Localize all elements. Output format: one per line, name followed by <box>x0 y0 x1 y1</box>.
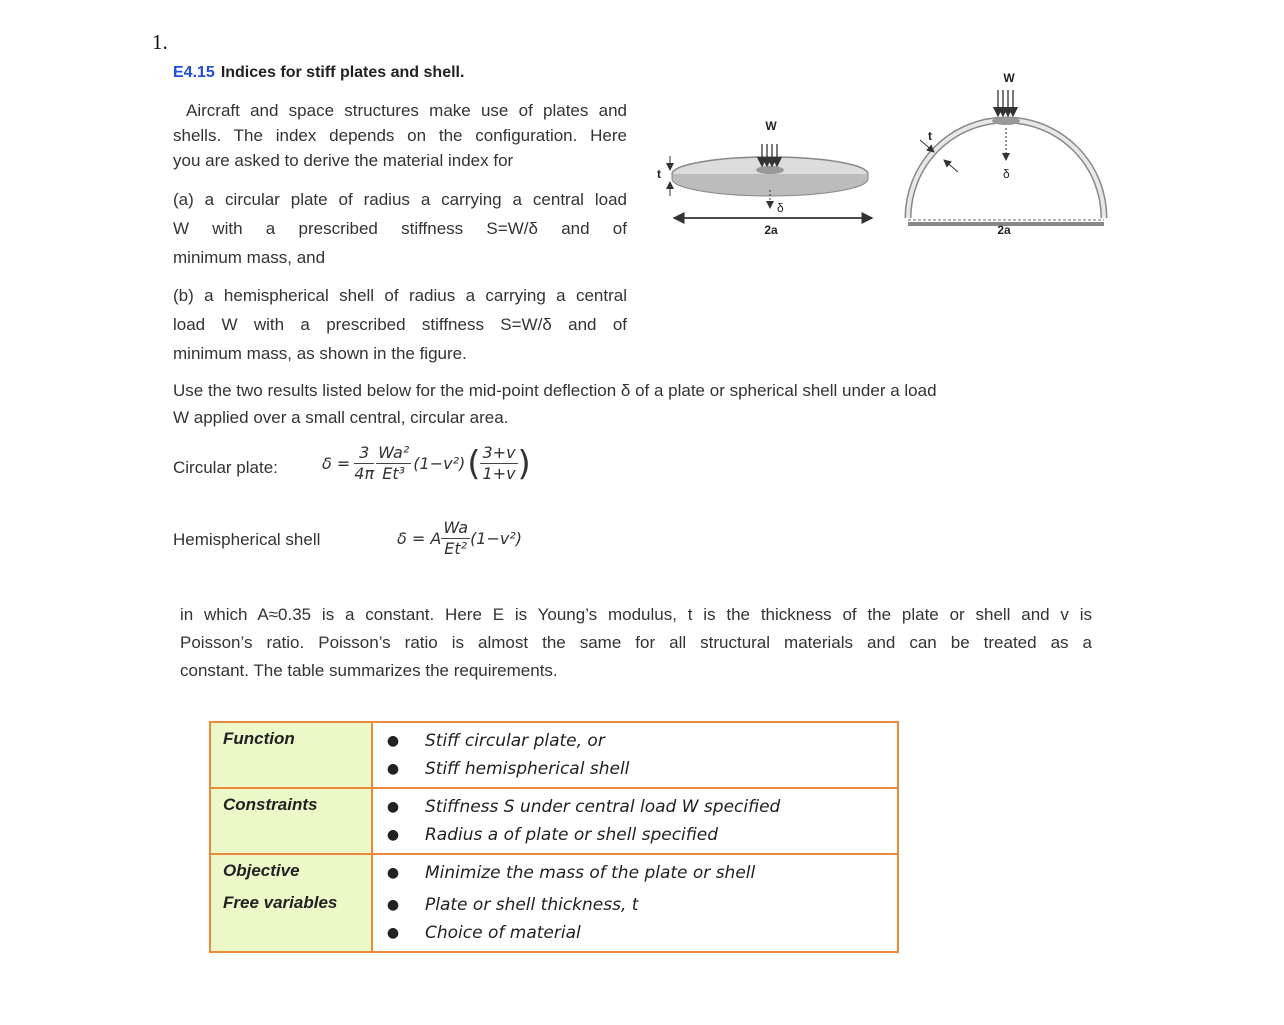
intro-line: Aircraft and space structures make use of plates and <box>186 101 627 120</box>
table-item <box>373 859 897 887</box>
table-item-text: Radius a of plate or shell specified <box>425 825 718 845</box>
table-item <box>373 793 897 821</box>
plate-equation-lhs: δ = <box>322 454 351 473</box>
table-label-objective: Objective <box>210 854 372 891</box>
table-label-free-variables: Free variables <box>210 891 372 952</box>
part-a-line: minimum mass, and <box>173 248 326 267</box>
bullet-icon: ● <box>386 865 400 881</box>
table-item-text: Stiffness S under central load W specified <box>425 797 781 817</box>
shell-deflection-label: δ <box>1003 167 1010 181</box>
bullet-icon: ● <box>386 925 400 941</box>
shell-poisson-term: (1−v²) <box>470 529 523 548</box>
plate-span-label: 2a <box>764 223 778 237</box>
shell-thickness-arrow-in <box>944 160 958 172</box>
shell-span-label: 2a <box>997 223 1011 237</box>
shell-fraction-num: Wa <box>443 518 469 537</box>
table-item-text: Minimize the mass of the plate or shell <box>425 863 756 883</box>
plate-poisson-term: (1−v²) <box>413 454 466 473</box>
explanation-line: Poisson’s ratio. Poisson’s ratio is almost the same for all structural materials and can be treated as a <box>180 633 1092 652</box>
shell-thickness-label: t <box>928 129 932 143</box>
plate-paren-close: ) <box>517 443 531 484</box>
table-row-constraints <box>210 788 898 854</box>
question-number: 1. <box>152 30 168 54</box>
plate-paren-open: ( <box>467 443 481 484</box>
plate-load-label: W <box>765 119 777 133</box>
table-row-free-variables <box>210 891 898 952</box>
table-row-function <box>210 722 898 788</box>
shell-equation <box>397 518 522 559</box>
bullet-icon: ● <box>386 827 400 843</box>
plate-deflection-label: δ <box>777 201 784 215</box>
problem-code: E4.15 <box>173 64 215 81</box>
explanation-line: in which A≈0.35 is a constant. Here E is Young’s modulus, t is the thickness of the plate or shell and v is <box>180 605 1092 624</box>
plate-load-patch <box>756 166 784 174</box>
explanation-line: constant. The table summarizes the requirements. <box>180 661 558 680</box>
hemispherical-shell-diagram <box>908 71 1104 237</box>
table-row-objective <box>210 854 898 891</box>
shell-fraction <box>441 518 470 559</box>
table-item-text: Stiff hemispherical shell <box>425 759 630 779</box>
plate-shell-figure <box>640 60 1120 250</box>
shell-load-arrows <box>998 90 1013 116</box>
part-a-line: (a) a circular plate of radius a carrying a central load <box>173 190 627 209</box>
plate-ratio <box>480 443 517 484</box>
plate-ratio-den: 1+v <box>482 464 516 483</box>
plate-fraction-den: Et³ <box>382 464 406 483</box>
part-b-line: minimum mass, as shown in the figure. <box>173 344 467 363</box>
part-a <box>173 185 627 272</box>
use-results-line: W applied over a small central, circular area. <box>173 408 509 427</box>
shell-load-label: W <box>1003 71 1015 85</box>
plate-fraction-num: Wa² <box>378 443 410 462</box>
table-item <box>373 821 897 849</box>
bullet-icon: ● <box>386 733 400 749</box>
plate-thickness-label: t <box>657 167 661 181</box>
plate-ratio-num: 3+v <box>482 443 516 462</box>
bullet-icon: ● <box>386 897 400 913</box>
intro-paragraph <box>173 98 627 173</box>
table-item <box>373 755 897 783</box>
table-item <box>373 919 897 947</box>
table-values-objective <box>372 854 898 891</box>
intro-line: you are asked to derive the material index for <box>173 151 514 170</box>
table-item <box>373 891 897 919</box>
intro-line: shells. The index depends on the configuration. Here <box>173 126 627 145</box>
table-values-free-variables <box>372 891 898 952</box>
shell-fraction-den: Et² <box>444 539 468 558</box>
table-label-constraints: Constraints <box>210 788 372 854</box>
part-b-line: load W with a prescribed stiffness S=W/δ and of <box>173 315 627 334</box>
part-b-line: (b) a hemispherical shell of radius a carrying a central <box>173 286 627 305</box>
part-b <box>173 281 627 368</box>
use-results-line: Use the two results listed below for the mid-point deflection δ of a plate or spherical shell under a load <box>173 381 937 400</box>
table-values-function <box>372 722 898 788</box>
bullet-icon: ● <box>386 799 400 815</box>
shell-equation-label: Hemispherical shell <box>173 530 321 549</box>
table-item <box>373 727 897 755</box>
plate-edge <box>672 174 868 196</box>
table-item-text: Plate or shell thickness, t <box>425 895 639 915</box>
table-item-text: Stiff circular plate, or <box>425 731 605 751</box>
plate-coefficient-den: 4π <box>354 464 375 483</box>
table-values-constraints <box>372 788 898 854</box>
requirements-table <box>209 721 899 953</box>
circular-plate-diagram <box>657 119 872 237</box>
plate-fraction <box>376 443 411 484</box>
shell-equation-lhs: δ = A <box>397 529 442 548</box>
plate-coefficient <box>354 443 374 484</box>
use-results-paragraph <box>173 377 1073 431</box>
shell-load-patch <box>992 117 1020 125</box>
plate-coefficient-num: 3 <box>354 443 374 464</box>
table-item-text: Choice of material <box>425 923 581 943</box>
table-label-function: Function <box>210 722 372 788</box>
explanation-paragraph <box>180 601 1092 685</box>
plate-equation-label: Circular plate: <box>173 458 278 477</box>
bullet-icon: ● <box>386 761 400 777</box>
part-a-line: W with a prescribed stiffness S=W/δ and of <box>173 219 627 238</box>
problem-title-text: Indices for stiff plates and shell. <box>220 64 465 81</box>
problem-title <box>173 64 464 82</box>
plate-equation <box>322 443 531 484</box>
